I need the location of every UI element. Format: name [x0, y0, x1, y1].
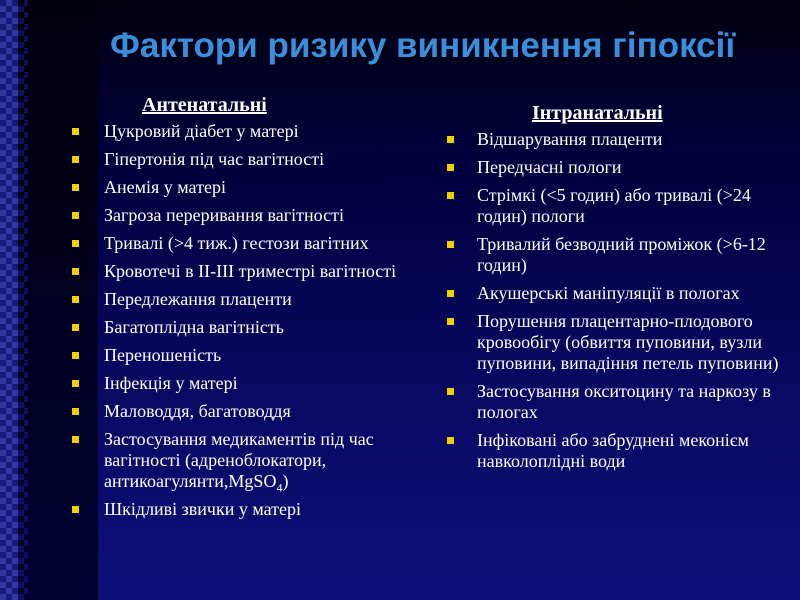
- bullet-icon: [72, 296, 79, 303]
- bullet-icon: [447, 164, 454, 171]
- intranatal-list: [447, 129, 787, 472]
- list-item: Переношеність: [72, 345, 422, 366]
- bullet-icon: [72, 156, 79, 163]
- bullet-icon: [72, 268, 79, 275]
- list-item: Гіпертонія під час вагітності: [72, 149, 422, 170]
- bullet-icon: [447, 290, 454, 297]
- bullet-icon: [447, 388, 454, 395]
- subscript: 4: [276, 480, 283, 495]
- bullet-icon: [72, 380, 79, 387]
- list-item: Анемія у матері: [72, 177, 422, 198]
- list-item: Передлежання плаценти: [72, 289, 422, 310]
- bullet-icon: [72, 240, 79, 247]
- list-item: Відшарування плаценти: [447, 129, 787, 150]
- bullet-icon: [72, 436, 79, 443]
- list-item: Порушення плацентарно-плодового кровообігу (обвиття пуповини, вузли пуповини, випадіння петель пуповини): [447, 311, 787, 374]
- list-item: Інфіковані або забруднені меконієм навколоплідні води: [447, 430, 787, 472]
- bullet-icon: [72, 212, 79, 219]
- list-item: Акушерські маніпуляції в пологах: [447, 283, 787, 304]
- list-item: Цукровий діабет у матері: [72, 121, 422, 142]
- bullet-icon: [447, 192, 454, 199]
- bullet-icon: [72, 506, 79, 513]
- bullet-icon: [72, 408, 79, 415]
- list-item: Застосування медикаментів під час вагітності (адреноблокатори, антикоагулянти,MgSO$_4$): [72, 429, 422, 492]
- bullet-icon: [72, 324, 79, 331]
- bullet-icon: [72, 184, 79, 191]
- list-item: Загроза переривання вагітності: [72, 205, 422, 226]
- bullet-icon: [447, 437, 454, 444]
- list-item: Шкідливі звички у матері: [72, 499, 422, 520]
- list-item: Передчасні пологи: [447, 157, 787, 178]
- intranatal-column: [447, 102, 787, 479]
- bullet-icon: [447, 318, 454, 325]
- bullet-icon: [447, 136, 454, 143]
- list-item: Інфекція у матері: [72, 373, 422, 394]
- list-item: Застосування окситоцину та наркозу в пологах: [447, 381, 787, 423]
- bullet-icon: [447, 241, 454, 248]
- checker-pattern: [0, 0, 18, 600]
- list-item: Кровотечі в II-III триместрі вагітності: [72, 261, 422, 282]
- antenatal-heading: Антенатальні: [142, 94, 267, 116]
- list-item: Стрімкі (<5 годин) або тривалі (>24 годин) пологи: [447, 185, 787, 227]
- antenatal-list: [72, 121, 422, 520]
- bullet-icon: [72, 352, 79, 359]
- bullet-icon: [72, 128, 79, 135]
- slide-title: Фактори ризику виникнення гіпоксії: [110, 26, 736, 65]
- list-item: Тривалий безводний проміжок (>6-12 годин): [447, 234, 787, 276]
- list-item: Маловоддя, багатоводдя: [72, 401, 422, 422]
- checker-pattern-inner: [18, 0, 28, 600]
- antenatal-column: [72, 94, 422, 527]
- list-item: Багатоплідна вагітність: [72, 317, 422, 338]
- list-item: Тривалі (>4 тиж.) гестози вагітних: [72, 233, 422, 254]
- intranatal-heading: Інтранатальні: [532, 102, 663, 124]
